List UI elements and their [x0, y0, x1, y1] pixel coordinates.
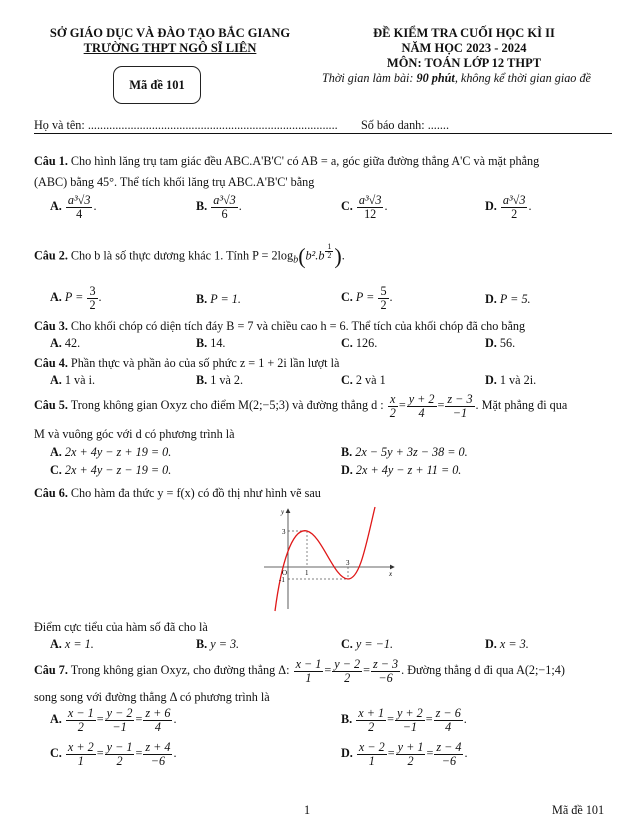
footer-exam-code: Mã đề 101 [552, 803, 605, 817]
q6-option-d[interactable]: D. x = 3. [485, 637, 529, 651]
exam-subject: MÔN: TOÁN LỚP 12 THPT [386, 56, 542, 70]
exam-code-text: Mã đề 101 [129, 77, 185, 92]
exam-title: ĐỀ KIỂM TRA CUỐI HỌC KÌ II [373, 26, 555, 40]
graph-y-label: y [281, 508, 285, 516]
q3-option-b[interactable]: B. 14. [196, 336, 226, 350]
page-number: 1 [304, 803, 311, 817]
exam-year: NĂM HỌC 2023 - 2024 [401, 41, 527, 55]
q3-option-a[interactable]: A. 42. [50, 336, 81, 350]
q5-option-d[interactable]: D. 2x + 4y − z + 11 = 0. [341, 463, 462, 477]
question-7: Câu 7. Trong không gian Oxyz, cho đường thẳng Δ: $\frac{x - 1}{1}$ = $\frac{y - 2}{2}$ = $\frac{z - 3}{-6}$ . Đường thẳng d đi qua A(2;−1;4) [34, 657, 565, 685]
function-curve [275, 507, 375, 611]
q5-option-a[interactable]: A. 2x + 4y − z + 19 = 0. [50, 445, 172, 459]
question-3: Câu 3. Cho khối chóp có diện tích đáy B = 7 và chiều cao h = 6. Thể tích của khối chóp đã cho bằng [34, 319, 526, 333]
q5-option-b[interactable]: B. 2x − 5y + 3z − 38 = 0. [341, 445, 468, 459]
graph-origin-label: O [282, 569, 288, 577]
q1-option-c[interactable]: C. $\frac{\text{a³√3}}{12}$ . [341, 193, 388, 221]
q1-option-a[interactable]: A. $\frac{\text{a³√3}}{4}$ . [50, 193, 97, 221]
q4-option-c[interactable]: C. 2 và 1 [341, 373, 386, 387]
question-4: Câu 4. Phần thực và phần ảo của số phức z = 1 + 2i lần lượt là [34, 356, 340, 370]
q7-option-b[interactable]: B. $\frac{x + 1}{2}$ = $\frac{y + 2}{-1}$ = $\frac{z - 6}{4}$ . [341, 706, 467, 734]
q3-option-c[interactable]: C. 126. [341, 336, 378, 350]
question-7-line2: song song với đường thẳng Δ có phương trình là [34, 690, 270, 704]
q6-option-c[interactable]: C. y = −1. [341, 637, 393, 651]
student-id-field: Số báo danh: ....... [361, 118, 450, 132]
q2-option-a[interactable]: A. P = $\frac{3}{2}$ . [50, 284, 102, 312]
graph-x-label: x [389, 570, 393, 578]
student-name-field: Họ và tên: .................................................................................. [34, 118, 338, 132]
function-graph [262, 505, 402, 613]
exam-time: Thời gian làm bài: 90 phút, không kể thời gian giao đề [322, 71, 591, 85]
q7-option-a[interactable]: A. $\frac{x - 1}{2}$ = $\frac{y - 2}{-1}$ = $\frac{z + 6}{4}$ . [50, 706, 177, 734]
q2-option-b[interactable]: B. P = 1. [196, 292, 241, 306]
q4-option-a[interactable]: A. 1 và i. [50, 373, 96, 387]
exam-code-box [113, 66, 201, 104]
q4-option-d[interactable]: D. 1 và 2i. [485, 373, 537, 387]
q7-option-d[interactable]: D. $\frac{x - 2}{1}$ = $\frac{y + 1}{2}$ = $\frac{z - 4}{-6}$ . [341, 740, 468, 768]
graph-tick-minus1: -1 [279, 576, 285, 584]
question-2: Câu 2. Cho b là số thực dương khác 1. Tính $P = 2\log_b(b^2.b$ $^{\frac{1}{2}}$ ). [34, 242, 345, 269]
department-name: SỞ GIÁO DỤC VÀ ĐÀO TẠO BẮC GIANG [49, 26, 291, 40]
q6-option-b[interactable]: B. y = 3. [196, 637, 240, 651]
q5-option-c[interactable]: C. 2x + 4y − z − 19 = 0. [50, 463, 172, 477]
school-name: TRƯỜNG THPT NGÔ SĨ LIÊN [83, 41, 257, 55]
graph-tick-1x: 1 [305, 569, 309, 577]
q2-option-d[interactable]: D. P = 5. [485, 292, 531, 306]
q1-option-d[interactable]: D. $\frac{\text{a³√3}}{2}$ . [485, 193, 532, 221]
graph-tick-3x: 3 [346, 559, 350, 567]
q4-option-b[interactable]: B. 1 và 2. [196, 373, 244, 387]
q2-option-c[interactable]: C. P = $\frac{5}{2}$ . [341, 284, 393, 312]
divider-line [34, 133, 612, 134]
question-5: Câu 5. Trong không gian Oxyz cho điểm M(2;−5;3) và đường thẳng d : $\frac{x}{2}$ = $\frac{y + 2}{4}$ = $\frac{z - 3}{-1}$ . Mặt phẳng đi qua [34, 392, 568, 420]
question-1-line2: (ABC) bằng 45°. Thể tích khối lăng trụ ABC.A'B'C' bằng [34, 175, 315, 189]
q6-option-a[interactable]: A. x = 1. [50, 637, 94, 651]
q1-option-b[interactable]: B. $\frac{\text{a³√3}}{6}$ . [196, 193, 242, 221]
question-5-line2: M và vuông góc với d có phương trình là [34, 427, 235, 441]
graph-tick-3y: 3 [282, 528, 286, 536]
question-6-prompt: Điểm cực tiểu của hàm số đã cho là [34, 620, 208, 634]
q7-option-c[interactable]: C. $\frac{x + 2}{1}$ = $\frac{y - 1}{2}$ = $\frac{z + 4}{-6}$ . [50, 740, 177, 768]
question-1: Câu 1. Cho hình lăng trụ tam giác đều ABC.A'B'C' có AB = a, góc giữa đường thẳng A'C và mặt phẳng [34, 154, 540, 168]
q3-option-d[interactable]: D. 56. [485, 336, 516, 350]
question-6: Câu 6. Cho hàm đa thức y = f(x) có đồ thị như hình vẽ sau [34, 486, 321, 500]
